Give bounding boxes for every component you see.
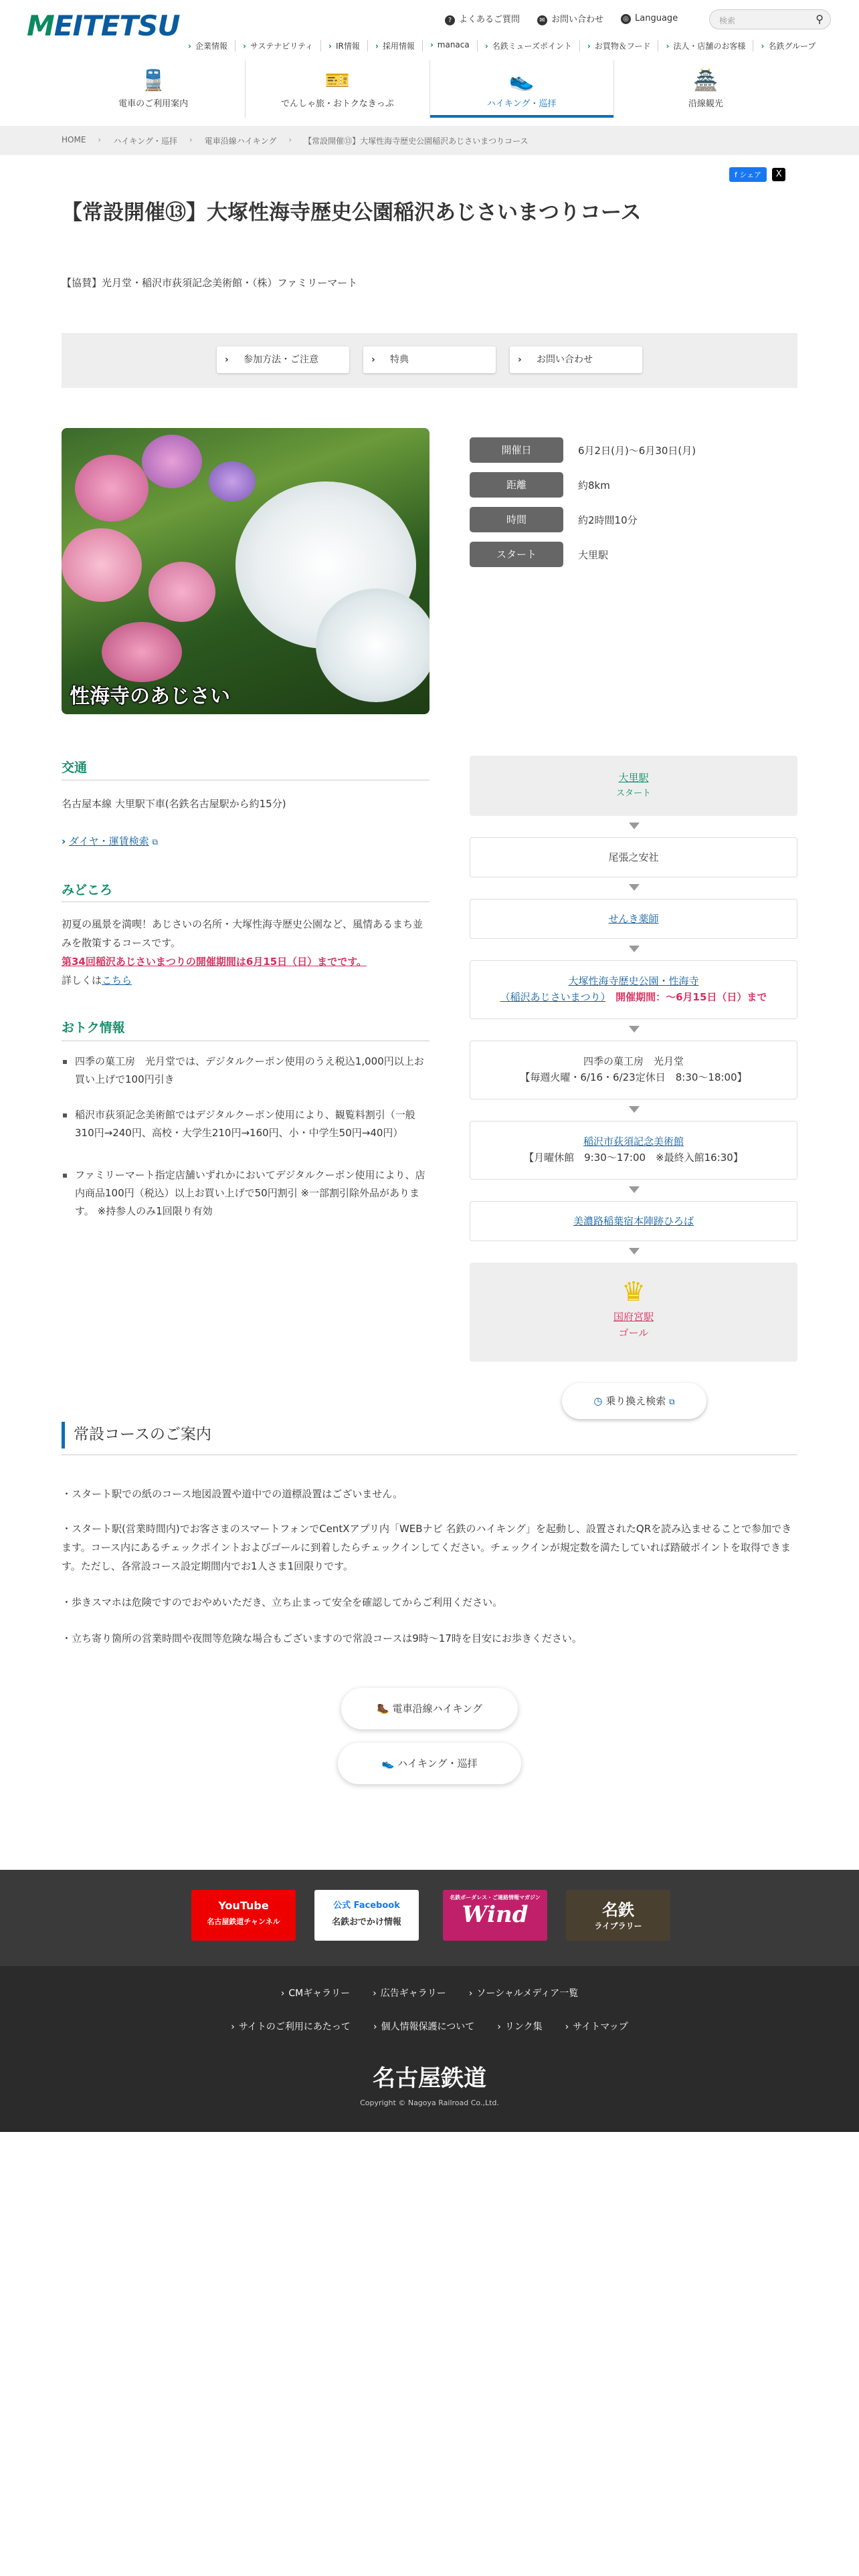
access-heading: 交通: [62, 760, 88, 775]
festival-period: 開催期間：～6月15日（日）まで: [615, 991, 767, 1003]
crumb-separator: ›: [98, 135, 102, 144]
info-value: 6月2日(月)～6月30日(月): [578, 444, 696, 457]
photo-caption: 性海寺のあじさい: [70, 685, 230, 708]
timetable-link[interactable]: [62, 832, 430, 851]
deal-item: ファミリーマート指定店舗いずれかにおいてデジタルクーポン使用により、店内商品100円（税込）以上お買い上げで50円割引 ※一部割引除外品があります。 ※持参人のみ1回限り有効: [62, 1166, 430, 1220]
route-point-shokaiji: [470, 960, 797, 1019]
sublink-muse-point[interactable]: › 名鉄ミューズポイント: [477, 40, 579, 51]
event-info: [470, 437, 696, 576]
route-point-inaba: [470, 1201, 797, 1241]
sublink-recruit[interactable]: › 採用情報: [367, 40, 422, 51]
route-arrow-icon: [629, 1026, 640, 1033]
photo-white-hydrangea: [316, 588, 430, 702]
sublink-ir[interactable]: › IR情報: [320, 40, 367, 51]
guide-note: ・歩きスマホは危険ですのでおやめいただき、立ち止まって安全を確認してからご利用ください。: [62, 1596, 503, 1608]
route-point-owari: 尾張之安社: [470, 837, 797, 877]
guide-note: ・立ち寄り箇所の営業時間や夜間等危険な場合もございますので常設コースは9時～17時を目安にお歩きください。: [62, 1632, 582, 1644]
contact-label: お問い合わせ: [551, 15, 604, 25]
hiking-shoes-icon: 👟: [381, 1757, 395, 1769]
crumb-current: 【常設開催⑬】大塚性海寺歴史公園稲沢あじさいまつりコース: [304, 136, 529, 146]
footer-logo[interactable]: 名古屋鉄道: [373, 2065, 486, 2092]
facebook-banner[interactable]: [314, 1890, 419, 1941]
faq-label: よくあるご質問: [459, 15, 520, 25]
chevron-right-icon: ›: [62, 835, 66, 847]
tab-contact[interactable]: › お問い合わせ: [510, 346, 642, 373]
footer-link-cm[interactable]: › CMギャラリー: [281, 1986, 350, 2000]
deals-heading: おトク情報: [62, 1021, 125, 1035]
info-label: 距離: [470, 472, 563, 498]
hiker-icon: 🥾: [376, 1703, 389, 1715]
route-point-museum: [470, 1121, 797, 1180]
search-input[interactable]: [709, 9, 831, 29]
anchor-tabs: [62, 333, 797, 388]
deal-item: 四季の菓工房 光月堂では、デジタルクーポン使用のうえ税込1,000円以上お買い上げで100円引き: [62, 1053, 430, 1089]
copyright: Copyright © Nagoya Railroad Co.,Ltd.: [360, 2099, 499, 2107]
x-share-button[interactable]: X: [772, 168, 785, 181]
guide-note: ・スタート駅での紙のコース地図設置や道中での道標設置はございません。: [62, 1488, 403, 1500]
wind-banner[interactable]: [443, 1890, 547, 1941]
breadcrumb: [0, 126, 859, 155]
corporate-links: [181, 40, 850, 51]
photo-flower: [209, 461, 256, 502]
info-row-distance: [470, 472, 696, 498]
route-start: [470, 756, 797, 816]
route-arrow-icon: [629, 823, 640, 829]
footer-main: [0, 1966, 859, 2132]
crown-icon: ♛: [622, 1277, 646, 1307]
banner-title: 公式 Facebook: [333, 1901, 400, 1911]
inaba-link[interactable]: 美濃路稲葉宿本陣跡ひろば: [573, 1215, 694, 1227]
deal-item: 稲沢市荻須記念美術館ではデジタルクーポン使用により、観覧料割引（一般310円→240円、高校・大学生210円→160円、小・中学生50円→40円）: [62, 1106, 430, 1142]
mail-icon: ✉: [537, 15, 547, 25]
goal-station-link[interactable]: 国府宮駅: [613, 1311, 654, 1323]
crumb-separator: ›: [189, 135, 193, 144]
faq-link[interactable]: [445, 12, 520, 25]
crumb-train-hiking[interactable]: 電車沿線ハイキング: [204, 136, 277, 146]
gnav-label: 電車のご利用案内: [118, 99, 189, 109]
youtube-banner[interactable]: [191, 1890, 296, 1941]
sublink-shopping[interactable]: › お買物＆フード: [579, 40, 658, 51]
info-label: スタート: [470, 542, 563, 567]
museum-hours: 【月曜休館 9:30～17:00 ※最終入館16:30】: [524, 1152, 743, 1164]
share-buttons: [729, 167, 785, 182]
shokaiji-link[interactable]: 大塚性海寺歴史公園・性海寺: [568, 975, 699, 987]
footer-link-sitemap[interactable]: › サイトマップ: [565, 2020, 628, 2033]
banner-sub: 名古屋鉄道チャンネル: [207, 1917, 280, 1926]
hydrangea-photo: [62, 428, 430, 714]
info-value: 約8km: [578, 479, 610, 492]
photo-flower: [149, 562, 215, 622]
festival-period-notice: 第34回稲沢あじさいまつりの開催期間は6月15日（日）までです。: [62, 956, 367, 968]
sublink-group[interactable]: › 名鉄グループ: [753, 40, 823, 51]
search-icon[interactable]: ⚲: [816, 13, 824, 25]
footer-banners: [0, 1870, 859, 1966]
question-icon: ?: [445, 15, 455, 25]
library-banner[interactable]: [566, 1890, 670, 1941]
castle-icon: 🏯: [693, 69, 719, 92]
info-label: 開催日: [470, 437, 563, 463]
train-icon: 🚆: [140, 69, 166, 92]
gnav-train-guide[interactable]: [62, 60, 245, 118]
highlights-heading: みどころ: [62, 883, 113, 897]
route-goal: [470, 1263, 797, 1362]
transfer-label: 乗り換え検索: [605, 1395, 666, 1407]
gnav-label: 沿線観光: [688, 99, 723, 109]
senki-link[interactable]: せんき薬師: [608, 913, 659, 925]
route-arrow-icon: [629, 946, 640, 952]
more-link[interactable]: こちら: [102, 974, 132, 986]
global-nav: [62, 60, 797, 118]
route-arrow-icon: [629, 1106, 640, 1113]
sublink-business[interactable]: › 法人・店舗のお客様: [658, 40, 753, 51]
clock-icon: ◷: [593, 1395, 603, 1407]
banner-title: YouTube: [218, 1899, 269, 1912]
train-hiking-button[interactable]: [341, 1688, 518, 1729]
gnav-label: でんしゃ旅・おトクなきっぷ: [281, 99, 394, 109]
logo-mark: M: [27, 9, 54, 42]
banner-sub: 名鉄ボーダレス・ご連絡情報マガジン: [450, 1895, 541, 1901]
footer-link-links[interactable]: › リンク集: [497, 2020, 542, 2033]
divider: [62, 901, 430, 902]
sponsor-text: 【協賛】光月堂・稲沢市荻須記念美術館・（株）ファミリーマート: [62, 277, 358, 289]
footer-link-social[interactable]: › ソーシャルメディア一覧: [469, 1986, 579, 2000]
kogetsudo-name: 四季の菓工房 光月堂: [583, 1055, 684, 1067]
gnav-hiking[interactable]: [430, 60, 613, 118]
museum-link[interactable]: 稲沢市荻須記念美術館: [583, 1136, 684, 1148]
search-placeholder: 検索: [719, 16, 736, 25]
festival-link[interactable]: （稲沢あじさいまつり）: [500, 991, 606, 1003]
route-point-senki: [470, 899, 797, 939]
transfer-search-button[interactable]: [562, 1383, 706, 1419]
info-row-date: [470, 437, 696, 463]
gnav-tickets[interactable]: [245, 60, 429, 118]
facebook-icon: f: [735, 171, 740, 179]
footer-link-ads[interactable]: › 広告ギャラリー: [373, 1986, 446, 2000]
start-station-link[interactable]: 大里駅: [618, 772, 649, 784]
guide-note: ・スタート駅(営業時間内)でお客さまのスマートフォンでCentXアプリ内「WEBナビ 名鉄のハイキング」を起動し、設置されたQRを読み込ませることで参加できます。コース内にあるチェックポイントおよびゴールに到着したらチェックインしてください。チェックインが規定数を満たしていれば踏破ポイントを取得できます。ただし、各常設コース設定期間内でお1人さま1回限りです。: [62, 1523, 792, 1572]
photo-flower: [75, 455, 149, 522]
meitetsu-logo[interactable]: [27, 9, 179, 42]
route-arrow-icon: [629, 1248, 640, 1255]
sublink-corporate[interactable]: › 企業情報: [181, 40, 235, 51]
sublink-sustainability[interactable]: › サステナビリティ: [235, 40, 320, 51]
gnav-label: ハイキング・巡拝: [486, 99, 557, 109]
external-link-icon: ⧉: [669, 1397, 675, 1406]
kogetsudo-hours: 【毎週火曜・6/16・6/23定休日 8:30～18:00】: [520, 1071, 747, 1083]
contact-link[interactable]: [537, 12, 603, 25]
hiking-shoes-icon: 👟: [508, 69, 535, 92]
facebook-share-button[interactable]: [729, 167, 767, 182]
train-hiking-label: 電車沿線ハイキング: [392, 1703, 483, 1715]
hiking-pilgrimage-button[interactable]: [338, 1743, 521, 1784]
tab-participation[interactable]: › 参加方法・ご注意: [217, 346, 349, 373]
site-header: [0, 0, 859, 120]
highlights-body: [62, 915, 430, 990]
gnav-sightseeing[interactable]: [613, 60, 797, 118]
goal-label: ゴール: [618, 1327, 649, 1339]
logo-text: EITETSU: [54, 9, 180, 42]
tab-benefits[interactable]: › 特典: [363, 346, 496, 373]
globe-icon: ◎: [621, 14, 631, 24]
footer-links-row2: [0, 2020, 859, 2033]
timetable-link-label: ダイヤ・運賃検索: [68, 835, 149, 847]
highlights-text: 初夏の風景を満喫！あじさいの名所・大塚性海寺歴史公園など、風情あるまち並みを散策するコースです。: [62, 918, 423, 949]
language-label: Language: [635, 13, 678, 23]
route-arrow-icon: [629, 884, 640, 891]
info-row-time: [470, 507, 696, 532]
route-arrow-icon: [629, 1186, 640, 1193]
ticket-icon: 🎫: [324, 69, 351, 92]
start-label: スタート: [615, 788, 651, 798]
utility-nav: [445, 12, 678, 25]
info-row-start: [470, 542, 696, 567]
sublink-manaca[interactable]: › manaca: [422, 40, 477, 51]
banner-title: Wind: [462, 1901, 529, 1928]
footer-link-privacy[interactable]: › 個人情報保護について: [373, 2020, 474, 2033]
info-value: 大里駅: [578, 548, 609, 561]
info-label: 時間: [470, 507, 563, 532]
photo-flower: [62, 528, 142, 602]
crumb-home[interactable]: HOME: [62, 135, 86, 144]
hiking-pilgrimage-label: ハイキング・巡拝: [397, 1757, 478, 1769]
more-prefix: 詳しくは: [62, 974, 102, 986]
photo-flower: [142, 435, 202, 488]
footer-links-row1: [0, 1986, 859, 2000]
external-link-icon: ⧉: [152, 837, 159, 847]
info-value: 約2時間10分: [578, 514, 638, 526]
banner-sub: 名鉄おでかけ情報: [332, 1917, 401, 1927]
photo-flower: [102, 622, 182, 682]
language-link[interactable]: [621, 13, 678, 24]
footer-link-terms[interactable]: › サイトのご利用にあたって: [231, 2020, 351, 2033]
crumb-hiking[interactable]: ハイキング・巡拝: [113, 136, 177, 146]
fb-share-label: シェア: [739, 171, 762, 179]
course-guide-heading: 常設コースのご案内: [62, 1420, 797, 1455]
access-text: 名古屋本線 大里駅下車(名鉄名古屋駅から約15分): [62, 798, 286, 810]
route-point-kogetsudo: [470, 1041, 797, 1099]
banner-title: 名鉄: [602, 1900, 634, 1919]
crumb-separator: ›: [288, 135, 292, 144]
page-title: 【常設開催⑬】大塚性海寺歴史公園稲沢あじさいまつりコース: [62, 201, 642, 225]
banner-sub: ライブラリー: [594, 1921, 642, 1931]
